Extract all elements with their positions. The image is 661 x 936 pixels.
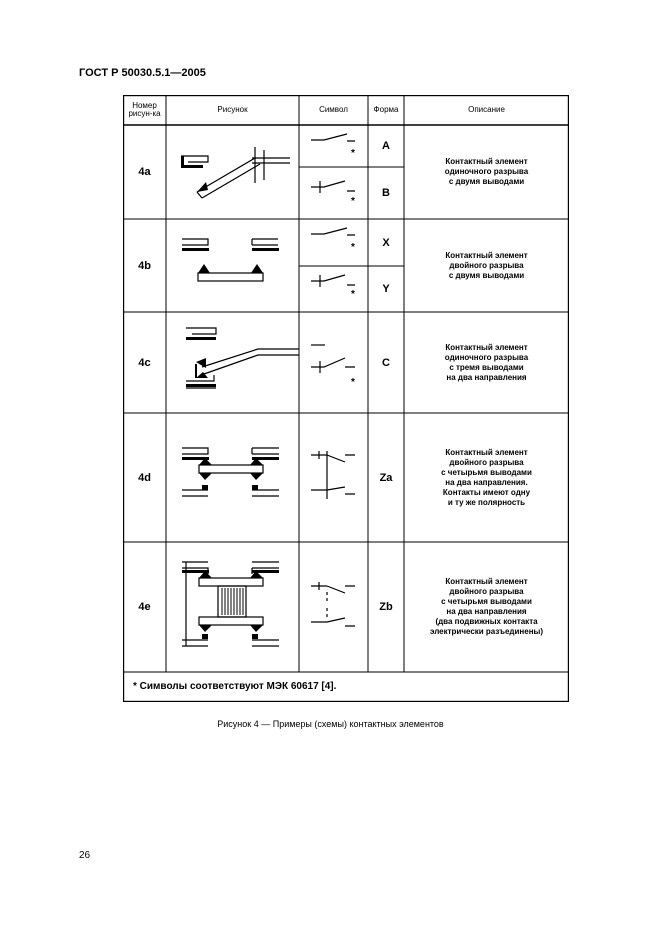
contact-elements-table [123, 95, 569, 702]
contact-drawing-4c [166, 312, 299, 413]
contact-drawing-4a [166, 125, 299, 219]
col-header-figure: Рисунок [217, 105, 248, 114]
contact-drawing-4b [166, 219, 299, 312]
form-label: Y [382, 283, 390, 295]
col-header-form: Форма [373, 105, 399, 114]
form-label: Za [379, 471, 393, 484]
col-header-symbol: Символ [319, 105, 348, 114]
form-label: B [382, 187, 390, 199]
col-header-number: Номер рисун-ка [128, 101, 161, 118]
row-description: Контактный элемент двойного разрыва с четырьмя выводами на два направления. Контакты имеют одну и ту же полярность [441, 447, 532, 507]
contact-drawing-4d [166, 413, 299, 542]
page-number: 26 [79, 850, 91, 861]
symbol-asterisk: * [351, 377, 355, 388]
row-number: 4d [138, 471, 151, 484]
symbol-asterisk: * [351, 289, 355, 300]
form-label: C [382, 356, 390, 369]
col-header-description: Описание [468, 105, 505, 114]
row-description: Контактный элемент одиночного разрыва с тремя выводами на два направления [444, 342, 529, 382]
switch-symbol-Za [299, 413, 368, 542]
row-description: Контактный элемент двойного разрыва с двумя выводами [445, 250, 528, 280]
symbol-asterisk: * [351, 242, 355, 253]
symbol-asterisk: * [351, 196, 355, 207]
figure-caption: Рисунок 4 — Примеры (схемы) контактных элементов [217, 719, 444, 729]
switch-symbol-A [299, 125, 368, 219]
switch-symbol-Zb [299, 542, 368, 672]
form-label: A [382, 140, 390, 152]
row-description: Контактный элемент двойного разрыва с четырьмя выводами на два направления (два подвижных контакта электрически разъединены) [429, 577, 544, 636]
switch-symbol-X [299, 219, 368, 312]
symbol-asterisk: * [351, 148, 355, 159]
row-number: 4b [138, 259, 151, 272]
contact-drawing-4e [166, 542, 299, 672]
document-header: ГОСТ Р 50030.5.1—2005 [79, 67, 206, 79]
row-number: 4e [138, 601, 151, 613]
form-label: X [382, 236, 390, 249]
row-description: Контактный элемент одиночного разрыва с двумя выводами [444, 157, 529, 186]
row-number: 4c [138, 356, 151, 369]
table-footnote: * Символы соответствуют МЭК 60617 [4]. [133, 681, 337, 692]
row-number: 4а [138, 166, 151, 178]
switch-symbol-C [299, 312, 368, 413]
form-label: Zb [379, 601, 393, 613]
